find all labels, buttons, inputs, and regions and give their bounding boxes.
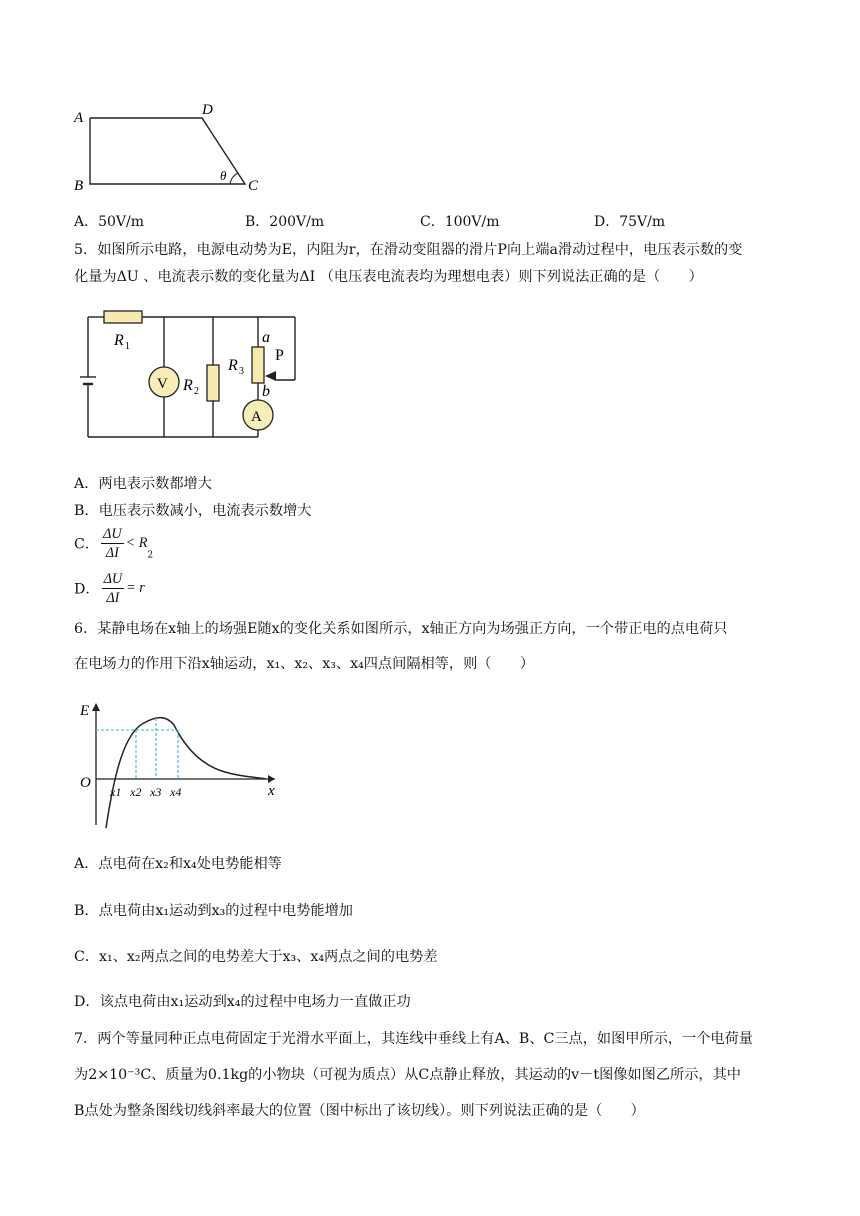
q7-line1: 7．两个等量同种正点电荷固定于光滑水平面上，其连线中垂线上有A、B、C三点，如图甲所示，一个电荷量	[74, 1031, 753, 1047]
q6-option-c[interactable]: C．x₁、x₂两点之间的电势差大于x₃、x₄两点之间的电势差	[74, 949, 438, 965]
label-D: D	[202, 102, 213, 118]
q5-option-d-rhs: = r	[126, 580, 145, 596]
label-P: P	[275, 347, 284, 364]
q4-option-a[interactable]: A．50V/m	[74, 214, 145, 230]
label-R1: R	[114, 332, 124, 349]
q6-stem-line2: 在电场力的作用下沿x轴运动，x₁、x₂、x₃、x₄四点间隔相等，则（ ）	[74, 656, 535, 672]
e-x-graph	[70, 695, 290, 835]
label-R1-sub: 1	[125, 341, 130, 352]
q5-option-b[interactable]: B．电压表示数减小，电流表示数增大	[74, 503, 312, 519]
label-b: b	[262, 383, 270, 400]
q7-line3: B点处为整条图线切线斜率最大的位置（图中标出了该切线）。则下列说法正确的是（ ）	[74, 1103, 645, 1119]
q4-option-b[interactable]: B．200V/m	[245, 214, 325, 230]
label-R2-sub: 2	[194, 386, 199, 397]
q4-option-d[interactable]: D．75V/m	[594, 214, 666, 230]
tick-x3: x3	[150, 785, 162, 799]
q6-option-d[interactable]: D．该点电荷由x₁运动到x₄的过程中电场力一直做正功	[74, 994, 411, 1010]
axis-x-label: x	[268, 783, 275, 799]
trapezoid-figure	[70, 100, 270, 200]
q5-stem-line1: 5．如图所示电路，电源电动势为E，内阻为r，在滑动变阻器的滑片P向上端a滑动过程中，电压表示数的变	[74, 242, 743, 258]
label-a: a	[262, 329, 270, 346]
label-R3: R	[228, 357, 238, 374]
label-theta: θ	[220, 168, 227, 183]
tick-x1: x1	[110, 785, 122, 799]
q7-line2: 为2×10⁻³C、质量为0.1kg的小物块（可视为质点）从C点静止释放，其运动的v－t图像如图乙所示，其中	[74, 1067, 741, 1083]
q5-option-c-rhs: < R	[125, 535, 148, 551]
origin-label: O	[80, 775, 91, 791]
q5-stem-line2: 化量为ΔU 、电流表示数的变化量为ΔI （电压表电流表均为理想电表）则下列说法正确的是（ ）	[74, 269, 703, 285]
label-C: C	[248, 178, 259, 194]
q6-option-a[interactable]: A．点电荷在x₂和x₄处电势能相等	[74, 856, 282, 872]
label-A: A	[74, 110, 84, 126]
circuit-figure	[80, 300, 320, 445]
q6-stem-line1: 6．某静电场在x轴上的场强E随x的变化关系如图所示，x轴正方向为场强正方向，一个带正电的点电荷只	[74, 621, 728, 637]
q5-option-c-prefix: C．	[74, 536, 100, 553]
tick-x4: x4	[170, 785, 182, 799]
q5-option-d[interactable]	[74, 570, 145, 607]
tick-x2: x2	[130, 785, 142, 799]
ammeter-symbol: A	[251, 409, 262, 425]
label-R2: R	[183, 377, 193, 394]
voltmeter-symbol: V	[157, 376, 168, 392]
q5-option-c[interactable]: C． $\frac{\Delta U}{\Delta I}$ < $R_2$	[74, 526, 154, 561]
label-R3-sub: 3	[239, 366, 244, 377]
fraction-du-di: $\frac{\Delta U}{\Delta I}$	[103, 526, 122, 561]
q4-option-c[interactable]: C．100V/m	[420, 214, 500, 230]
q5-option-d-prefix: D．	[74, 581, 100, 598]
label-B: B	[74, 178, 84, 194]
fraction-du-di-d: $\frac{\Delta U}{\Delta I}$	[103, 571, 123, 606]
axis-E-label: E	[80, 703, 90, 719]
q6-option-b[interactable]: B．点电荷由x₁运动到x₃的过程中电势能增加	[74, 903, 353, 919]
q5-option-a[interactable]: A．两电表示数都增大	[74, 476, 212, 492]
